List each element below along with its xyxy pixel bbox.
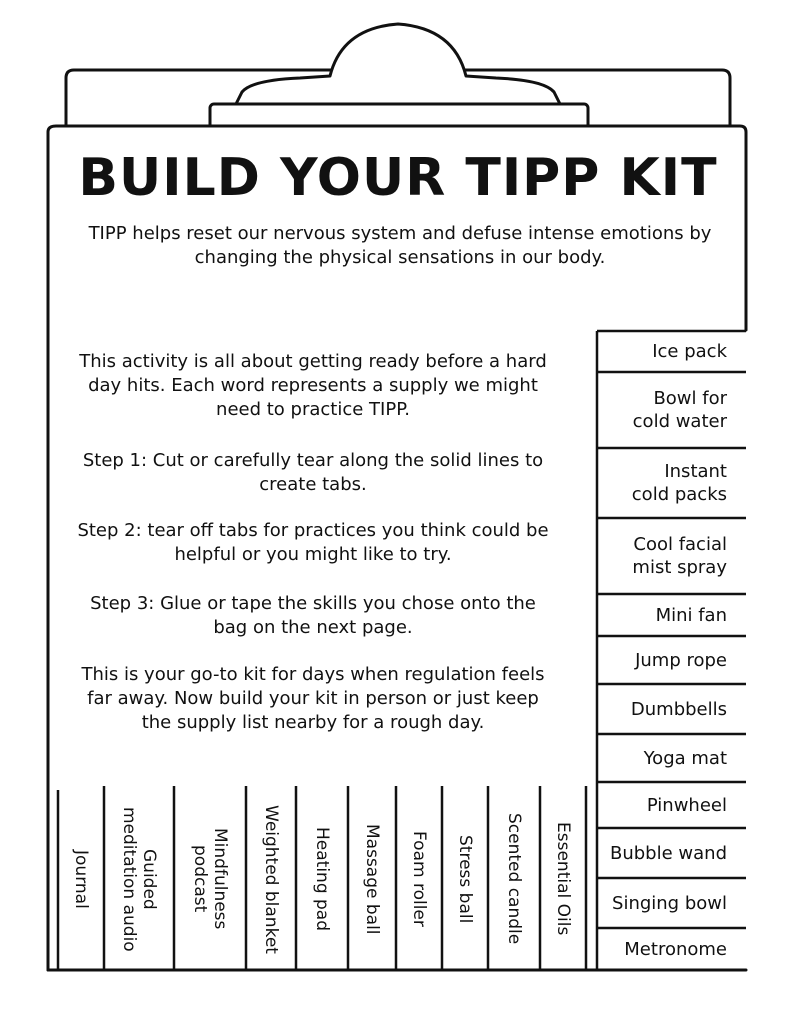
right-tab-mini-fan: Mini fan bbox=[655, 604, 727, 626]
right-tab-ice-pack: Ice pack bbox=[652, 341, 727, 362]
closing-paragraph: This is your go-to kit for days when regulation feels far away. Now build your kit in person or just keep the supply list nearby for a rough day. bbox=[81, 664, 545, 733]
bottom-tab-label: Essential Oils bbox=[553, 822, 573, 936]
bottom-tab-label: Stress ball bbox=[455, 834, 475, 924]
right-tab-pinwheel: Pinwheel bbox=[646, 794, 727, 816]
right-tab-cool-facial-mist-spray: Cool facial mist spray bbox=[632, 534, 727, 578]
step-1-text: Step 1: Cut or carefully tear along the solid lines to create tabs. bbox=[82, 450, 544, 495]
bottom-tab-label: Mindfulness podcast bbox=[190, 828, 230, 930]
bottom-tab-scented-candle bbox=[488, 790, 540, 968]
right-tab-yoga-mat: Yoga mat bbox=[643, 747, 727, 769]
page-subtitle: TIPP helps reset our nervous system and defuse intense emotions by changing the physical sensations in our body. bbox=[88, 223, 712, 268]
bottom-tab-label: Journal bbox=[71, 849, 91, 909]
page-title: BUILD YOUR TIPP KIT bbox=[78, 148, 718, 208]
bottom-tab-heating-pad bbox=[296, 790, 348, 968]
bottom-tab-label: Weighted blanket bbox=[261, 804, 281, 954]
right-tab-bubble-wand: Bubble wand bbox=[610, 842, 727, 864]
bottom-tab-label: Foam roller bbox=[409, 831, 429, 927]
bottom-tab-weighted-blanket bbox=[246, 790, 296, 968]
right-tab-metronome: Metronome bbox=[624, 938, 727, 960]
bottom-tab-essential-oils bbox=[540, 790, 586, 968]
right-tab-dumbbells: Dumbbells bbox=[630, 698, 727, 720]
right-tab-jump-rope: Jump rope bbox=[635, 649, 727, 671]
bottom-tab-foam-roller bbox=[396, 790, 442, 968]
bottom-tab-journal bbox=[58, 790, 104, 968]
bottom-tab-mindfulness-podcast bbox=[174, 790, 246, 968]
bottom-tab-massage-ball bbox=[348, 790, 396, 968]
bottom-tab-label: Scented candle bbox=[504, 813, 524, 945]
intro-paragraph: This activity is all about getting ready before a hard day hits. Each word represents a supply we might need to practice TIPP. bbox=[79, 351, 547, 420]
step-3-text: Step 3: Glue or tape the skills you chose onto the bag on the next page. bbox=[90, 593, 536, 638]
right-tab-bowl-for-cold-water: Bowl for cold water bbox=[632, 388, 727, 432]
step-2-text: Step 2: tear off tabs for practices you think could be helpful or you might like to try. bbox=[77, 520, 549, 565]
bottom-tab-guided-meditation-audio bbox=[104, 790, 174, 968]
bottom-tab-stress-ball bbox=[442, 790, 488, 968]
bottom-tab-label: Heating pad bbox=[312, 826, 332, 932]
bottom-tab-label: Guided meditation audio bbox=[119, 806, 159, 952]
right-tab-singing-bowl: Singing bowl bbox=[612, 892, 727, 914]
right-tab-instant-cold-packs: Instant cold packs bbox=[631, 461, 727, 505]
bottom-tab-label: Massage ball bbox=[362, 823, 382, 935]
